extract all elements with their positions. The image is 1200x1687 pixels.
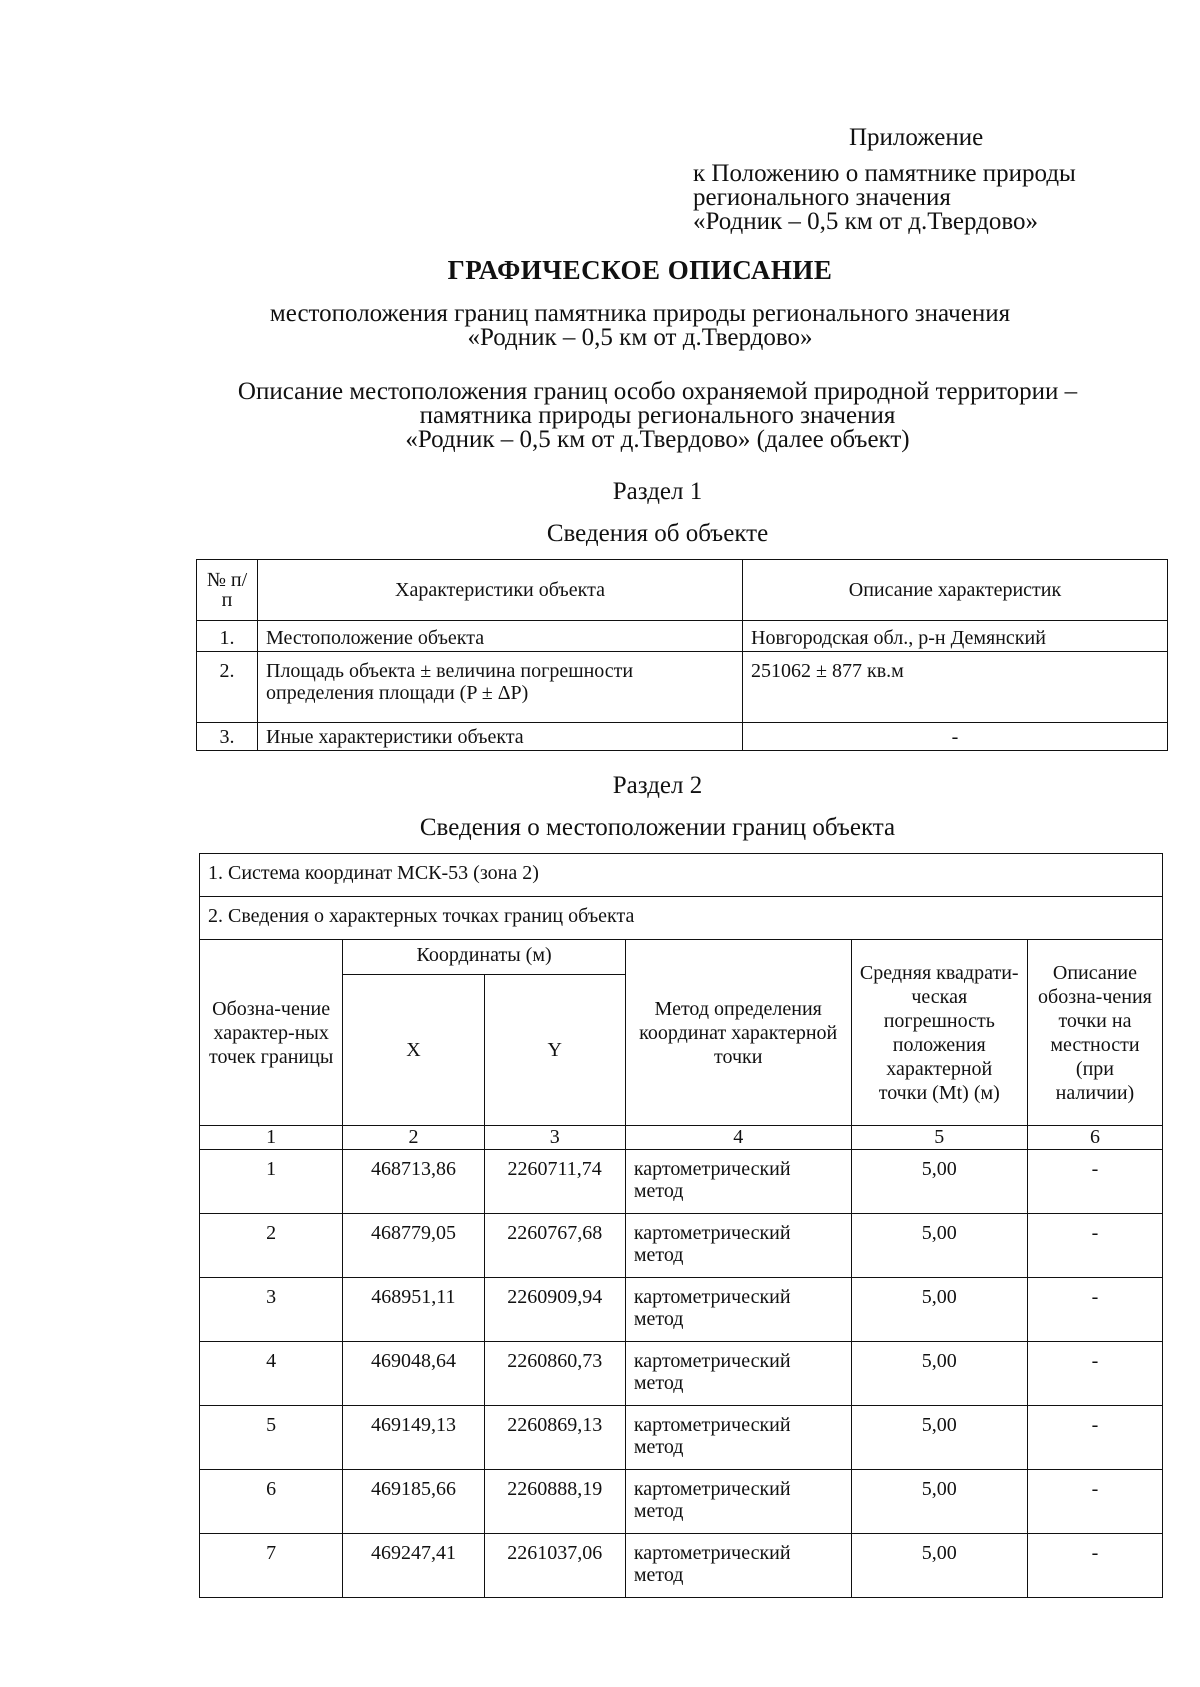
point-y: 2260711,74 xyxy=(484,1150,625,1214)
description-block xyxy=(0,380,1200,452)
point-method: картометрический метод xyxy=(625,1150,851,1214)
point-y: 2260888,19 xyxy=(484,1470,625,1534)
point-id: 1 xyxy=(200,1150,343,1214)
table-row xyxy=(200,1406,1163,1470)
header-method: Метод определения координат характерной точки xyxy=(625,940,851,1126)
point-id: 3 xyxy=(200,1278,343,1342)
point-method: картометрический метод xyxy=(625,1406,851,1470)
point-error: 5,00 xyxy=(851,1342,1027,1406)
section1-number: Раздел 1 xyxy=(612,478,703,505)
column-number: 4 xyxy=(625,1126,851,1150)
table-row xyxy=(197,621,1168,652)
description-line: памятника природы регионального значения xyxy=(419,402,896,429)
point-y: 2260767,68 xyxy=(484,1214,625,1278)
description-line: Описание местоположения границ особо охраняемой природной территории – xyxy=(237,378,1078,405)
header-error: Средняя квадрати-ческая погрешность положения характерной точки (Mt) (м) xyxy=(851,940,1027,1126)
point-error: 5,00 xyxy=(851,1406,1027,1470)
header-y: Y xyxy=(484,975,625,1126)
table-header-row xyxy=(197,560,1168,621)
point-description: - xyxy=(1027,1406,1162,1470)
row-number: 2. xyxy=(197,652,258,723)
point-method: картометрический метод xyxy=(625,1278,851,1342)
point-description: - xyxy=(1027,1214,1162,1278)
point-id: 6 xyxy=(200,1470,343,1534)
point-error: 5,00 xyxy=(851,1278,1027,1342)
row-characteristic: Иные характеристики объекта xyxy=(258,723,743,751)
header-characteristic: Характеристики объекта xyxy=(258,560,743,621)
table-row xyxy=(197,652,1168,723)
coord-system: 1. Система координат МСК-53 (зона 2) xyxy=(200,854,1163,897)
table-row xyxy=(200,1470,1163,1534)
appendix-title: Приложение xyxy=(849,124,984,151)
appendix-line: к Положению о памятнике природы xyxy=(693,160,1076,187)
point-x: 469247,41 xyxy=(343,1534,484,1598)
section2-heading xyxy=(0,772,1200,842)
table-row xyxy=(200,1342,1163,1406)
point-x: 469149,13 xyxy=(343,1406,484,1470)
point-x: 468713,86 xyxy=(343,1150,484,1214)
object-info-table xyxy=(196,559,1168,751)
row-description: - xyxy=(743,723,1168,751)
point-description: - xyxy=(1027,1278,1162,1342)
header-description: Описание характеристик xyxy=(743,560,1168,621)
row-number: 3. xyxy=(197,723,258,751)
column-number: 5 xyxy=(851,1126,1027,1150)
point-y: 2260909,94 xyxy=(484,1278,625,1342)
table-row xyxy=(200,1150,1163,1214)
point-description: - xyxy=(1027,1470,1162,1534)
point-error: 5,00 xyxy=(851,1150,1027,1214)
point-error: 5,00 xyxy=(851,1214,1027,1278)
point-y: 2260869,13 xyxy=(484,1406,625,1470)
row-characteristic: Местоположение объекта xyxy=(258,621,743,652)
table-row xyxy=(200,1534,1163,1598)
row-description: Новгородская обл., р-н Демянский xyxy=(743,621,1168,652)
point-error: 5,00 xyxy=(851,1534,1027,1598)
header-x: X xyxy=(343,975,484,1126)
table-header-row xyxy=(200,940,1163,975)
column-numbers-row xyxy=(200,1126,1163,1150)
point-method: картометрический метод xyxy=(625,1342,851,1406)
header-number: № п/п xyxy=(197,560,258,621)
appendix-line: «Родник – 0,5 км от д.Твердово» xyxy=(693,208,1039,235)
title-block xyxy=(0,255,1200,350)
appendix-header xyxy=(693,126,1163,234)
column-number: 2 xyxy=(343,1126,484,1150)
header-point: Обозна-чение характер-ных точек границы xyxy=(200,940,343,1126)
point-description: - xyxy=(1027,1534,1162,1598)
table-row xyxy=(200,1278,1163,1342)
point-x: 468951,11 xyxy=(343,1278,484,1342)
point-id: 4 xyxy=(200,1342,343,1406)
column-number: 3 xyxy=(484,1126,625,1150)
point-id: 7 xyxy=(200,1534,343,1598)
section1-name: Сведения об объекте xyxy=(546,520,769,547)
row-number: 1. xyxy=(197,621,258,652)
point-error: 5,00 xyxy=(851,1470,1027,1534)
header-coords: Координаты (м) xyxy=(343,940,626,975)
point-y: 2260860,73 xyxy=(484,1342,625,1406)
point-description: - xyxy=(1027,1342,1162,1406)
point-id: 5 xyxy=(200,1406,343,1470)
row-characteristic: Площадь объекта ± величина погрешности определения площади (P ± ΔP) xyxy=(258,652,743,723)
table-row xyxy=(200,1214,1163,1278)
document-title: ГРАФИЧЕСКОЕ ОПИСАНИЕ xyxy=(447,255,833,285)
points-title-row xyxy=(200,897,1163,940)
section2-name: Сведения о местоположении границ объекта xyxy=(419,814,896,841)
point-id: 2 xyxy=(200,1214,343,1278)
point-y: 2261037,06 xyxy=(484,1534,625,1598)
row-description: 251062 ± 877 кв.м xyxy=(743,652,1168,723)
column-number: 6 xyxy=(1027,1126,1162,1150)
description-line: «Родник – 0,5 км от д.Твердово» (далее объект) xyxy=(405,426,910,453)
point-x: 469048,64 xyxy=(343,1342,484,1406)
point-method: картометрический метод xyxy=(625,1214,851,1278)
document-subtitle-line: «Родник – 0,5 км от д.Твердово» xyxy=(467,324,813,351)
document-subtitle-line: местоположения границ памятника природы регионального значения xyxy=(269,300,1011,327)
point-x: 469185,66 xyxy=(343,1470,484,1534)
table-row xyxy=(197,723,1168,751)
points-title: 2. Сведения о характерных точках границ объекта xyxy=(200,897,1163,940)
point-description: - xyxy=(1027,1150,1162,1214)
section1-heading xyxy=(0,478,1200,548)
point-x: 468779,05 xyxy=(343,1214,484,1278)
point-method: картометрический метод xyxy=(625,1470,851,1534)
column-number: 1 xyxy=(200,1126,343,1150)
header-point-description: Описание обозна-чения точки на местности (при наличии) xyxy=(1027,940,1162,1126)
boundary-points-table xyxy=(199,853,1163,1598)
appendix-line: регионального значения xyxy=(693,184,951,211)
section2-number: Раздел 2 xyxy=(612,772,703,799)
point-method: картометрический метод xyxy=(625,1534,851,1598)
coord-system-row xyxy=(200,854,1163,897)
